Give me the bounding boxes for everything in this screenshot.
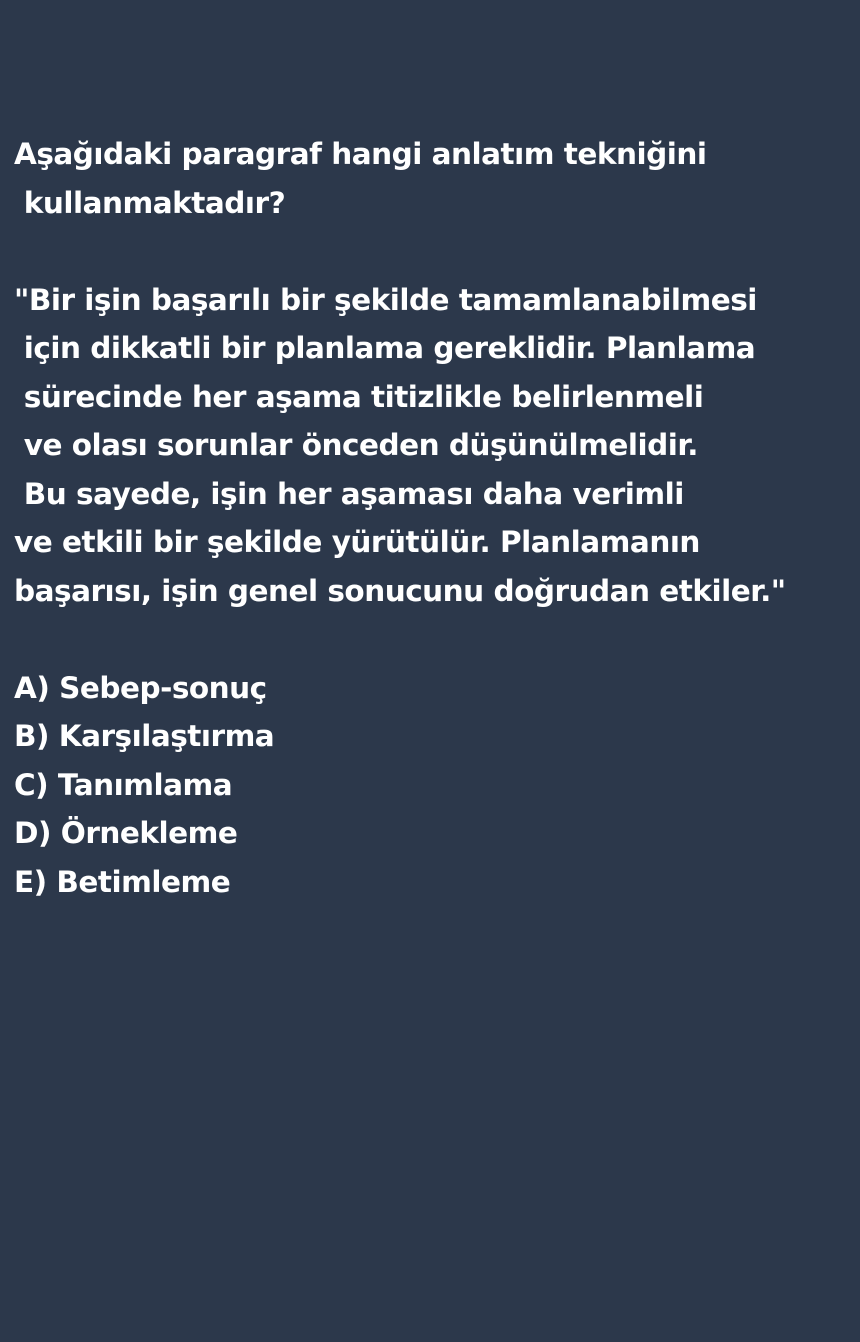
option-d: D) Örnekleme: [14, 816, 238, 850]
quoted-paragraph: [14, 276, 854, 616]
paragraph-line: Bu sayede, işin her aşaması daha verimli: [14, 476, 684, 511]
option-e: E) Betimleme: [14, 864, 231, 899]
question-prompt: [14, 130, 854, 227]
spacer: [14, 227, 854, 276]
option-c: C) Tanımlama: [14, 767, 233, 802]
spacer: [14, 615, 854, 664]
option-b: B) Karşılaştırma: [14, 719, 275, 753]
paragraph-line: ve etkili bir şekilde yürütülür. Planlamanın: [14, 525, 700, 559]
paragraph-line: başarısı, işin genel sonucunu doğrudan etkiler.": [14, 573, 786, 608]
question-card: [14, 130, 854, 906]
paragraph-line: sürecinde her aşama titizlikle belirlenmeli: [14, 379, 704, 414]
paragraph-line: ve olası sorunlar önceden düşünülmelidir.: [14, 428, 698, 462]
paragraph-line: için dikkatli bir planlama gereklidir. Planlama: [14, 331, 756, 365]
question-line: Aşağıdaki paragraf hangi anlatım tekniğini: [14, 137, 707, 171]
paragraph-line: "Bir işin başarılı bir şekilde tamamlanabilmesi: [14, 282, 757, 317]
option-a: A) Sebep-sonuç: [14, 670, 267, 705]
question-line: kullanmaktadır?: [14, 185, 286, 220]
answer-options: [14, 664, 854, 907]
